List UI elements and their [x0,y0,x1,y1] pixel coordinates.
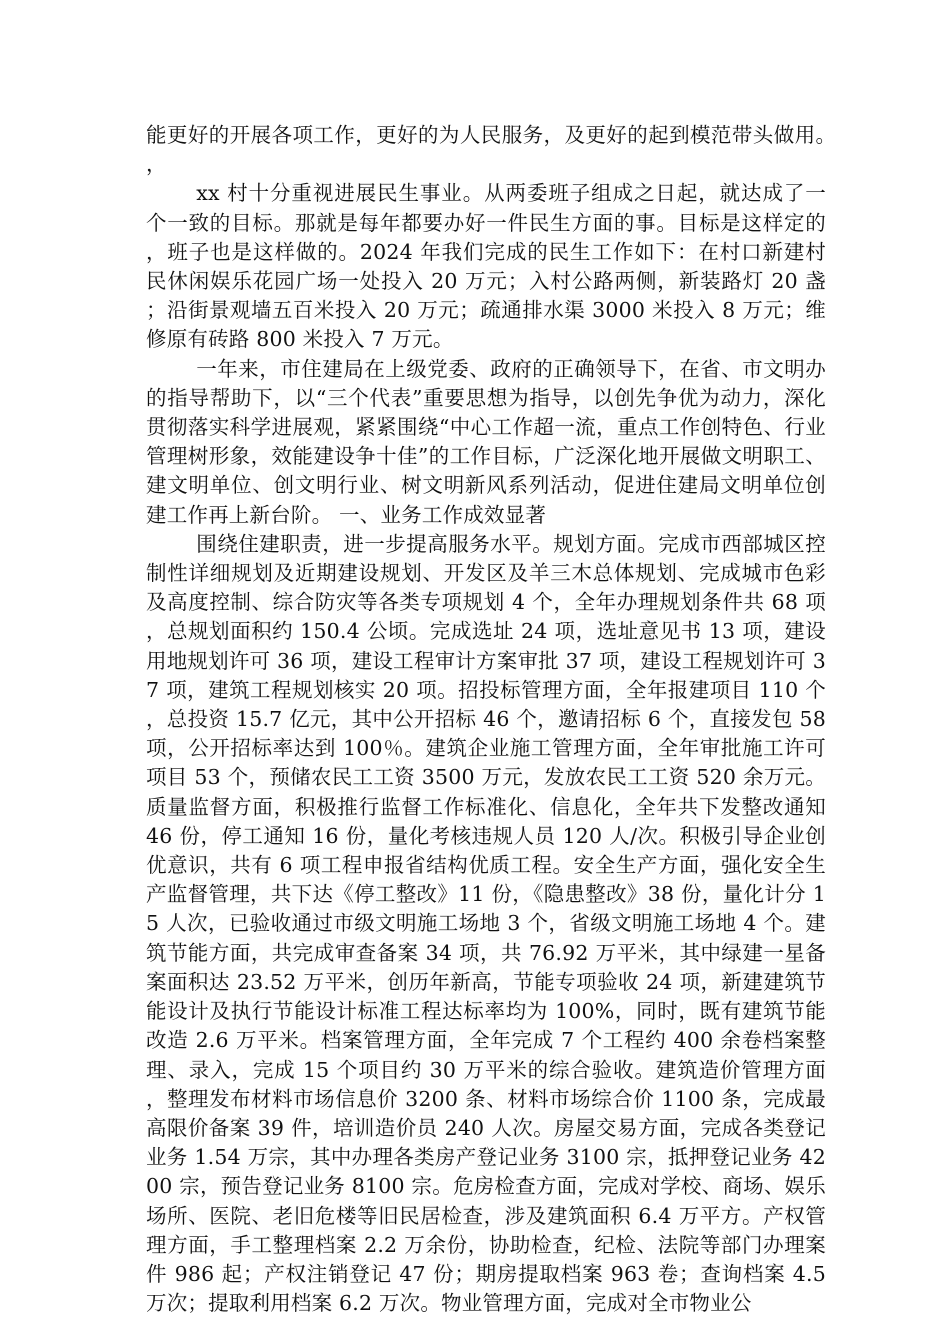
document-body [146,121,826,1318]
paragraph-1: 能更好的开展各项工作，更好的为人民服务，及更好的起到模范带头做用。， [146,123,826,177]
paragraph-2: xx 村十分重视进展民生事业。从两委班子组成之日起，就达成了一个一致的目标。那就是每年都要办好一件民生方面的事。目标是这样定的，班子也是这样做的。2024 年我们完成的民生工作如下：在村口新建村民休闲娱乐花园广场一处投入 20 万元；入村公路两侧，新装路灯 20 盏；沿街景观墙五百米投入 20 万元；疏通排水渠 3000 米投入 8 万元；维修原有砖路 800 米投入 7 万元。 [146,181,826,352]
paragraph-3: 一年来，市住建局在上级党委、政府的正确领导下，在省、市文明办的指导帮助下，以“三个代表”重要思想为指导，以创先争优为动力，深化贯彻落实科学进展观，紧紧围绕“中心工作超一流，重点工作创特色、行业管理树形象，效能建设争十佳”的工作目标，广泛深化地开展做文明职工、建文明单位、创文明行业、树文明新风系列活动，促进住建局文明单位创建工作再上新台阶。 一、业务工作成效显著 [146,356,826,527]
paragraph-4: 围绕住建职责，进一步提高服务水平。规划方面。完成市西部城区控制性详细规划及近期建设规划、开发区及羊三木总体规划、完成城市色彩及高度控制、综合防灾等各类专项规划 4 个，全年办理规划条件共 68 项，总规划面积约 150.4 公顷。完成选址 24 项，选址意见书 13 项，建设用地规划许可 36 项，建设工程审计方案审批 37 项，建设工程规划许可 37 项，建筑工程规划核实 20 项。招投标管理方面，全年报建项目 110 个，总投资 15.7 亿元，其中公开招标 46 个，邀请招标 6 个，直接发包 58 项，公开招标率达到 100％。建筑企业施工管理方面，全年审批施工许可项目 53 个，预储农民工工资 3500 万元，发放农民工工资 520 余万元。质量监督方面，积极推行监督工作标准化、信息化，全年共下发整改通知 46 份，停工通知 16 份，量化考核违规人员 120 人/次。积极引导企业创优意识，共有 6 项工程申报省结构优质工程。安全生产方面，强化安全生产监督管理，共下达《停工整改》11 份，《隐患整改》38 份，量化计分 15 人次，已验收通过市级文明施工场地 3 个，省级文明施工场地 4 个。建筑节能方面，共完成审查备案 34 项，共 76.92 万平米，其中绿建一星备案面积达 23.52 万平米，创历年新高，节能专项验收 24 项，新建建筑节能设计及执行节能设计标准工程达标率均为 100%，同时，既有建筑节能改造 2.6 万平米。档案管理方面，全年完成 7 个工程约 400 余卷档案整理、录入，完成 15 个项目约 30 万平米的综合验收。建筑造价管理方面，整理发布材料市场信息价 3200 条、材料市场综合价 1100 条，完成最高限价备案 39 件，培训造价员 240 人次。房屋交易方面，完成各类登记业务 1.54 万宗，其中办理各类房产登记业务 3100 宗，抵押登记业务 4200 宗，预告登记业务 8100 宗。危房检查方面，完成对学校、商场、娱乐场所、医院、老旧危楼等旧民居检查，涉及建筑面积 6.4 万平方。产权管理方面，手工整理档案 2.2 万余份，协助检查，纪检、法院等部门办理案件 986 起；产权注销登记 47 份；期房提取档案 963 卷；查询档案 4.5 万次；提取利用档案 6.2 万次。物业管理方面，完成对全市物业公 [146,531,826,1316]
